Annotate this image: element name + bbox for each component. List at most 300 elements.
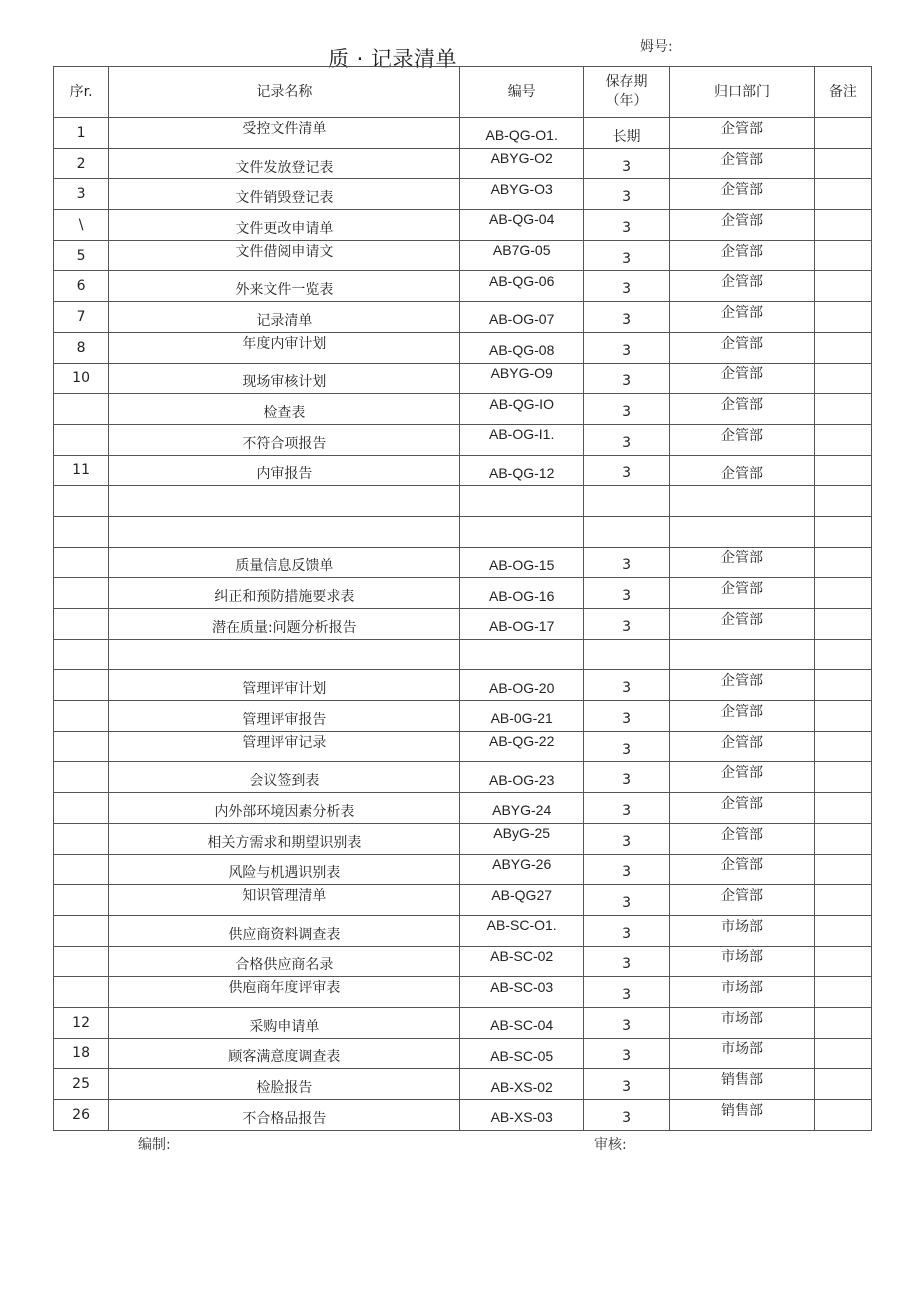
cell-code-text: AByG-25 (493, 825, 551, 842)
cell-seq-text: 12 (72, 1014, 90, 1031)
cell-name (109, 240, 460, 271)
cell-dept-text: 企管部 (720, 243, 763, 260)
cell-keep-text: 3 (622, 772, 632, 789)
records-table (53, 66, 872, 1131)
cell-name (109, 701, 460, 732)
cell-dept-text: 企管部 (720, 888, 763, 905)
cell-dept (670, 1007, 815, 1038)
cell-dept-text: 企管部 (720, 550, 763, 567)
cell-keep (583, 762, 669, 793)
cell-seq (54, 210, 109, 241)
cell-code (460, 271, 583, 302)
cell-code (460, 363, 583, 394)
table-row (54, 1069, 872, 1100)
cell-code-text: AB-OG-I1. (489, 426, 555, 443)
cell-name-text: 外来文件一览表 (235, 282, 334, 299)
table-row (54, 609, 872, 640)
table-row (54, 1038, 872, 1069)
cell-keep-text: 3 (622, 710, 632, 727)
cell-dept (670, 823, 815, 854)
table-row (54, 854, 872, 885)
cell-keep (583, 210, 669, 241)
cell-name (109, 179, 460, 210)
cell-dept-text: 企管部 (720, 151, 763, 168)
cell-keep (583, 394, 669, 425)
cell-dept (670, 731, 815, 762)
cell-code-text: AB-SC-04 (490, 1017, 554, 1034)
cell-code (460, 578, 583, 609)
cell-seq (54, 547, 109, 578)
cell-note (814, 1038, 871, 1069)
cell-code-text: AB-OG-20 (489, 679, 555, 696)
cell-keep (583, 118, 669, 149)
cell-name (109, 1038, 460, 1069)
cell-keep (583, 516, 669, 547)
cell-name (109, 578, 460, 609)
cell-seq (54, 977, 109, 1008)
cell-code (460, 547, 583, 578)
cell-code-text: AB-OG-15 (489, 556, 555, 573)
cell-seq-text: 25 (72, 1076, 90, 1093)
cell-keep (583, 302, 669, 333)
cell-keep-text: 3 (622, 987, 632, 1004)
col-header-dept: 归口部门 (670, 67, 815, 118)
cell-seq (54, 486, 109, 517)
cell-note (814, 394, 871, 425)
cell-dept-text: 企管部 (720, 397, 763, 414)
cell-keep (583, 240, 669, 271)
cell-dept (670, 516, 815, 547)
cell-code-text: AB-0G-21 (490, 710, 553, 727)
cell-code (460, 118, 583, 149)
table-row (54, 240, 872, 271)
cell-keep-text: 3 (622, 465, 632, 482)
cell-dept (670, 240, 815, 271)
cell-seq (54, 578, 109, 609)
col-header-note: 备注 (814, 67, 871, 118)
cell-dept (670, 946, 815, 977)
cell-note (814, 1069, 871, 1100)
cell-code (460, 1100, 583, 1131)
cell-keep (583, 701, 669, 732)
cell-code (460, 946, 583, 977)
cell-name (109, 1100, 460, 1131)
cell-note (814, 302, 871, 333)
cell-note (814, 179, 871, 210)
cell-keep (583, 363, 669, 394)
cell-code (460, 240, 583, 271)
cell-keep-text: 3 (622, 925, 632, 942)
cell-note (814, 946, 871, 977)
cell-name-text: 文件更改申请单 (235, 220, 334, 237)
cell-code (460, 793, 583, 824)
table-row (54, 885, 872, 916)
cell-dept (670, 915, 815, 946)
cell-code-text: AB-OG-07 (489, 311, 555, 328)
cell-dept-text: 企管部 (720, 304, 763, 321)
cell-name-text: 现场审核计划 (242, 374, 327, 391)
cell-name (109, 915, 460, 946)
cell-keep-text: 3 (622, 373, 632, 390)
table-row (54, 210, 872, 241)
cell-keep (583, 823, 669, 854)
cell-seq-text: 5 (76, 247, 86, 264)
cell-seq-text: 3 (76, 186, 86, 203)
cell-keep (583, 455, 669, 486)
cell-name (109, 793, 460, 824)
cell-name-text: 内外部环境因素分析表 (214, 803, 355, 820)
cell-keep (583, 946, 669, 977)
cell-keep (583, 639, 669, 670)
cell-name-text: 潜在质量:问题分析报告 (211, 619, 357, 636)
cell-dept (670, 793, 815, 824)
table-row (54, 701, 872, 732)
cell-name (109, 455, 460, 486)
cell-code (460, 823, 583, 854)
cell-seq (54, 148, 109, 179)
col-header-retention-line2: （年） (605, 93, 648, 109)
cell-name-text: 知识管理清单 (242, 888, 327, 905)
cell-seq (54, 394, 109, 425)
cell-dept (670, 271, 815, 302)
cell-note (814, 885, 871, 916)
cell-keep-text: 3 (622, 956, 632, 973)
table-row (54, 762, 872, 793)
cell-keep-text: 3 (622, 864, 632, 881)
cell-keep-text: 3 (622, 1017, 632, 1034)
cell-seq (54, 915, 109, 946)
cell-name-text: 受控文件清单 (242, 120, 327, 137)
cell-name (109, 302, 460, 333)
cell-dept-text: 企管部 (720, 274, 763, 291)
cell-dept-text: 企管部 (720, 366, 763, 383)
cell-code-text: AB-QG-12 (489, 464, 555, 481)
table-row (54, 271, 872, 302)
cell-note (814, 118, 871, 149)
cell-keep-text: 3 (622, 833, 632, 850)
cell-keep (583, 915, 669, 946)
cell-seq (54, 302, 109, 333)
cell-dept-text: 企管部 (720, 795, 763, 812)
cell-seq (54, 731, 109, 762)
cell-dept-text: 市场部 (720, 949, 763, 966)
cell-seq (54, 240, 109, 271)
cell-code-text: ABYG-O3 (490, 180, 553, 197)
cell-name-text: 文件借阅申请文 (235, 243, 334, 260)
cell-name-text: 质量信息反馈单 (235, 558, 334, 575)
cell-code (460, 701, 583, 732)
col-header-retention-line1: 保存期 (605, 74, 648, 90)
cell-code (460, 394, 583, 425)
cell-keep-text: 3 (622, 895, 632, 912)
cell-note (814, 578, 871, 609)
cell-dept (670, 394, 815, 425)
cell-keep (583, 486, 669, 517)
cell-keep (583, 731, 669, 762)
cell-dept-text: 企管部 (720, 182, 763, 199)
cell-code (460, 609, 583, 640)
table-row (54, 516, 872, 547)
cell-keep-text: 3 (622, 802, 632, 819)
cell-dept-text: 企管部 (720, 826, 763, 843)
cell-seq (54, 455, 109, 486)
cell-code-text: ABYG-O2 (490, 150, 553, 167)
cell-dept (670, 302, 815, 333)
cell-note (814, 148, 871, 179)
cell-code (460, 1007, 583, 1038)
cell-dept (670, 854, 815, 885)
cell-code (460, 1038, 583, 1069)
cell-seq (54, 332, 109, 363)
cell-code-text: AB-OG-16 (489, 587, 555, 604)
col-header-code: 编号 (460, 67, 583, 118)
cell-name (109, 946, 460, 977)
table-row (54, 118, 872, 149)
col-header-seq: 序r. (54, 67, 109, 118)
cell-code (460, 332, 583, 363)
col-header-name: 记录名称 (109, 67, 460, 118)
cell-dept (670, 179, 815, 210)
cell-keep (583, 1007, 669, 1038)
cell-dept (670, 701, 815, 732)
cell-note (814, 363, 871, 394)
cell-name-text: 风险与机遇识别表 (228, 865, 341, 882)
cell-name-text: 纠正和预防措施要求表 (214, 589, 355, 606)
cell-dept (670, 486, 815, 517)
cell-name-text: 记录清单 (256, 312, 313, 329)
cell-keep-text: 3 (622, 189, 632, 206)
cell-seq (54, 1100, 109, 1131)
cell-dept (670, 762, 815, 793)
cell-seq (54, 885, 109, 916)
cell-keep-text: 3 (622, 311, 632, 328)
cell-name (109, 424, 460, 455)
cell-name-text: 会议签到表 (249, 773, 320, 790)
table-row (54, 486, 872, 517)
cell-dept (670, 148, 815, 179)
cell-dept (670, 547, 815, 578)
cell-dept-text: 企管部 (720, 427, 763, 444)
cell-dept-text: 企管部 (720, 581, 763, 598)
cell-code (460, 210, 583, 241)
cell-dept-text: 企管部 (720, 734, 763, 751)
table-row (54, 394, 872, 425)
cell-note (814, 424, 871, 455)
cell-code-text: AB-QG-22 (489, 733, 555, 750)
cell-name-text: 管理评审记录 (242, 734, 327, 751)
cell-name-text: 检查表 (263, 405, 306, 422)
cell-keep (583, 547, 669, 578)
cell-note (814, 1100, 871, 1131)
cell-seq (54, 1007, 109, 1038)
cell-seq (54, 670, 109, 701)
cell-code-text: AB-QG-O1. (485, 127, 558, 144)
cell-code-text: AB-OG-17 (489, 618, 555, 635)
table-row (54, 578, 872, 609)
cell-name (109, 670, 460, 701)
cell-code (460, 179, 583, 210)
cell-keep-text: 3 (622, 281, 632, 298)
cell-seq-text: 11 (72, 462, 90, 479)
cell-name (109, 486, 460, 517)
cell-keep-text: 3 (622, 1079, 632, 1096)
cell-keep (583, 424, 669, 455)
cell-keep-text: 3 (622, 618, 632, 635)
cell-seq (54, 424, 109, 455)
cell-dept (670, 1069, 815, 1100)
table-row (54, 1007, 872, 1038)
cell-name (109, 885, 460, 916)
cell-seq (54, 793, 109, 824)
cell-code (460, 885, 583, 916)
cell-dept-text: 企管部 (720, 466, 763, 483)
table-row (54, 915, 872, 946)
cell-dept (670, 455, 815, 486)
cell-name-text: 管理评审计划 (242, 681, 327, 698)
cell-name (109, 271, 460, 302)
cell-keep-text: 3 (622, 404, 632, 421)
cell-note (814, 210, 871, 241)
cell-dept (670, 1100, 815, 1131)
cell-seq (54, 118, 109, 149)
cell-keep (583, 885, 669, 916)
table-row (54, 731, 872, 762)
cell-seq (54, 516, 109, 547)
cell-note (814, 240, 871, 271)
cell-code (460, 302, 583, 333)
cell-note (814, 670, 871, 701)
cell-keep (583, 854, 669, 885)
cell-keep (583, 1100, 669, 1131)
cell-seq-text: \ (78, 216, 84, 233)
cell-code-text: AB-QG-06 (489, 272, 555, 289)
cell-keep-text: 3 (622, 588, 632, 605)
cell-name (109, 394, 460, 425)
cell-dept-text: 市场部 (720, 1041, 763, 1058)
cell-name-text: 文件发放登记表 (235, 159, 334, 176)
cell-name-text: 不合格品报告 (242, 1110, 327, 1127)
cell-name (109, 332, 460, 363)
cell-seq (54, 946, 109, 977)
cell-dept (670, 332, 815, 363)
cell-name-text: 采购申请单 (249, 1018, 320, 1035)
cell-seq (54, 179, 109, 210)
cell-code-text: AB-QG-08 (489, 342, 555, 359)
cell-name (109, 823, 460, 854)
cell-name (109, 363, 460, 394)
cell-dept-text: 企管部 (720, 335, 763, 352)
cell-note (814, 639, 871, 670)
cell-dept-text: 市场部 (720, 980, 763, 997)
cell-note (814, 609, 871, 640)
cell-name (109, 639, 460, 670)
cell-code-text: AB-QG-IO (489, 395, 554, 412)
cell-keep-text: 3 (622, 1048, 632, 1065)
cell-code (460, 486, 583, 517)
cell-seq-text: 10 (72, 370, 90, 387)
table-row (54, 179, 872, 210)
cell-code-text: ABYG-26 (492, 855, 552, 872)
compiled-by-label: 编制: (138, 1137, 171, 1153)
cell-note (814, 762, 871, 793)
cell-seq (54, 701, 109, 732)
cell-code-text: ABYG-24 (492, 802, 552, 819)
cell-dept-text: 企管部 (720, 120, 763, 137)
cell-note (814, 516, 871, 547)
cell-keep (583, 148, 669, 179)
cell-keep (583, 179, 669, 210)
table-row (54, 363, 872, 394)
cell-keep-text: 3 (622, 250, 632, 267)
cell-name (109, 118, 460, 149)
cell-code-text: AB-XS-03 (490, 1109, 553, 1126)
cell-keep-text: 3 (622, 342, 632, 359)
cell-name (109, 977, 460, 1008)
cell-seq (54, 1069, 109, 1100)
cell-name-text: 文件销毁登记表 (235, 190, 334, 207)
cell-note (814, 915, 871, 946)
cell-seq-text: 2 (76, 155, 86, 172)
cell-dept (670, 639, 815, 670)
cell-note (814, 793, 871, 824)
cell-code-text: AB-QG-04 (489, 211, 555, 228)
table-row (54, 977, 872, 1008)
cell-keep (583, 1038, 669, 1069)
cell-name-text: 管理评审报告 (242, 711, 327, 728)
table-row (54, 455, 872, 486)
cell-name (109, 1007, 460, 1038)
cell-code-text: AB-SC-O1. (486, 917, 557, 934)
cell-dept-text: 企管部 (720, 212, 763, 229)
cell-keep (583, 1069, 669, 1100)
cell-dept-text: 企管部 (720, 765, 763, 782)
reviewed-by-label: 审核: (594, 1137, 627, 1153)
cell-note (814, 547, 871, 578)
cell-note (814, 332, 871, 363)
table-row (54, 332, 872, 363)
cell-keep (583, 670, 669, 701)
cell-seq (54, 823, 109, 854)
cell-name (109, 547, 460, 578)
cell-note (814, 731, 871, 762)
table-row (54, 639, 872, 670)
cell-code-text: ABYG-O9 (490, 364, 553, 381)
cell-dept-text: 销售部 (720, 1102, 763, 1119)
cell-name-text: 检脸报告 (256, 1080, 313, 1097)
cell-keep (583, 578, 669, 609)
cell-note (814, 1007, 871, 1038)
cell-name (109, 854, 460, 885)
cell-seq (54, 1038, 109, 1069)
cell-dept (670, 977, 815, 1008)
cell-code (460, 854, 583, 885)
cell-keep-text: 长期 (612, 128, 641, 145)
col-header-retention (583, 67, 669, 118)
cell-keep-text: 3 (622, 680, 632, 697)
cell-seq-text: 18 (72, 1045, 90, 1062)
cell-dept (670, 118, 815, 149)
table-row (54, 670, 872, 701)
cell-code (460, 516, 583, 547)
cell-seq-text: 1 (76, 124, 86, 141)
header-row (54, 67, 872, 118)
cell-dept-text: 企管部 (720, 857, 763, 874)
cell-keep-text: 3 (622, 158, 632, 175)
cell-dept (670, 424, 815, 455)
cell-name-text: 不符合项报告 (242, 435, 327, 452)
cell-code (460, 670, 583, 701)
table-row (54, 793, 872, 824)
